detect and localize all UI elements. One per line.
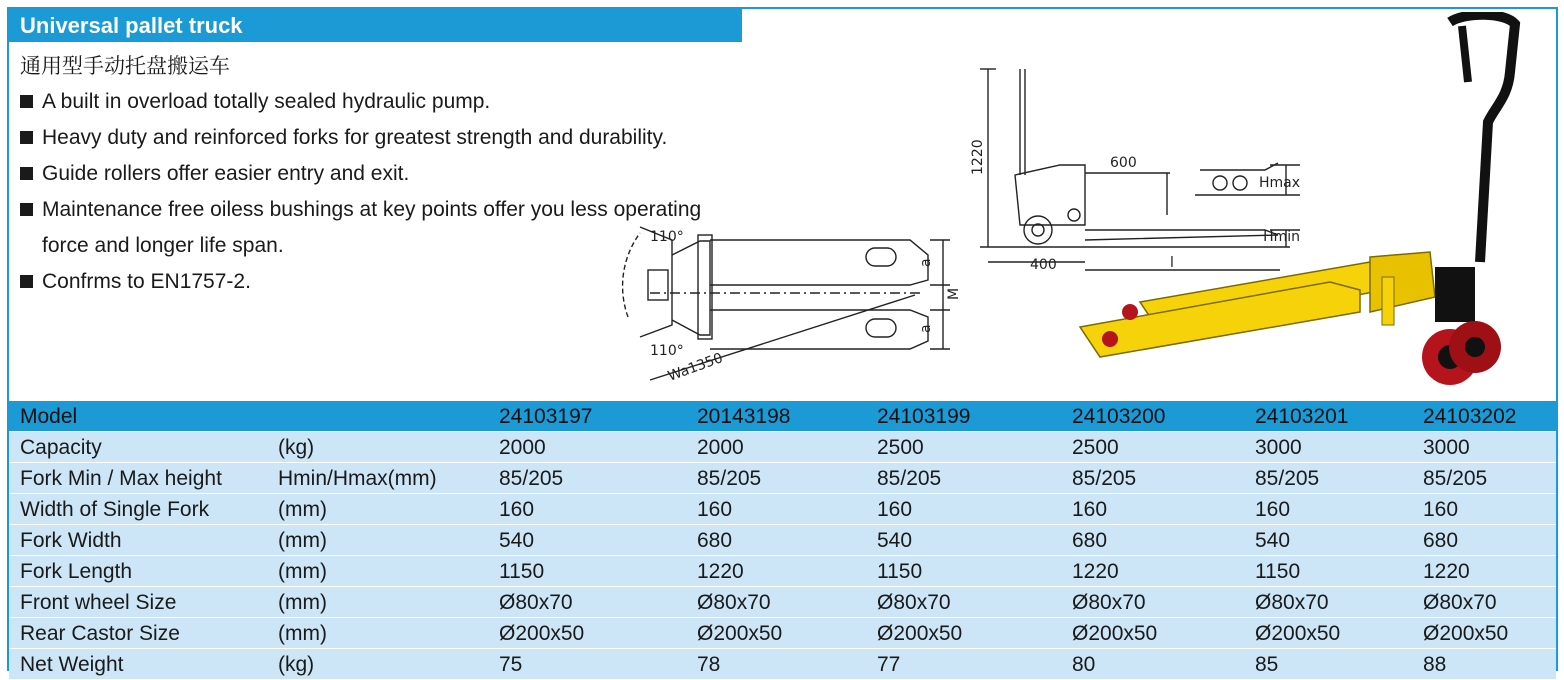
table-row	[9, 556, 1556, 587]
model-number-cell: 20143198	[686, 401, 866, 432]
row-value-cell: 540	[1244, 525, 1412, 556]
row-value-cell: 88	[1412, 649, 1556, 680]
row-value-cell: 160	[866, 494, 1061, 525]
page-title: Universal pallet truck	[9, 9, 742, 42]
row-value-cell: 160	[1244, 494, 1412, 525]
row-value-cell: 85/205	[1061, 463, 1244, 494]
row-value-cell: 2000	[686, 432, 866, 463]
row-value-cell: 85/205	[1244, 463, 1412, 494]
row-value-cell: 540	[866, 525, 1061, 556]
row-value-cell: 85	[1244, 649, 1412, 680]
row-value-cell: 2500	[866, 432, 1061, 463]
model-number-cell: 24103201	[1244, 401, 1412, 432]
feature-item: Maintenance free oiless bushings at key points offer you less operating force and longer life span.	[20, 192, 722, 264]
row-value-cell: Ø80x70	[488, 587, 686, 618]
row-value-cell: 540	[488, 525, 686, 556]
row-value-cell: 2000	[488, 432, 686, 463]
feature-item: A built in overload totally sealed hydraulic pump.	[20, 84, 800, 120]
row-unit-cell: (mm)	[267, 618, 488, 649]
row-value-cell: 3000	[1412, 432, 1556, 463]
row-unit-cell: Hmin/Hmax(mm)	[267, 463, 488, 494]
row-value-cell: Ø200x50	[1412, 618, 1556, 649]
row-label-cell: Capacity	[9, 432, 267, 463]
row-value-cell: 77	[866, 649, 1061, 680]
hmax-label: Hmax	[1258, 175, 1300, 191]
row-value-cell: Ø80x70	[866, 587, 1061, 618]
row-value-cell: Ø80x70	[1244, 587, 1412, 618]
row-value-cell: 1220	[686, 556, 866, 587]
table-row	[9, 618, 1556, 649]
row-value-cell: Ø200x50	[866, 618, 1061, 649]
length-l-label: l	[1170, 255, 1174, 271]
row-label-cell: Fork Length	[9, 556, 267, 587]
length-600-label: 600	[1110, 155, 1137, 171]
row-unit-cell: (mm)	[267, 587, 488, 618]
row-value-cell: Ø80x70	[1061, 587, 1244, 618]
row-value-cell: 1150	[866, 556, 1061, 587]
row-label-cell: Net Weight	[9, 649, 267, 680]
length-400-label: 400	[1030, 257, 1057, 273]
square-bullet-icon	[20, 167, 33, 180]
row-value-cell: Ø80x70	[1412, 587, 1556, 618]
angle-bottom-label: 110°	[650, 343, 684, 359]
specification-table	[9, 401, 1556, 680]
radius-label: Wa1350	[665, 350, 726, 385]
square-bullet-icon	[20, 131, 33, 144]
row-value-cell: 1220	[1061, 556, 1244, 587]
row-value-cell: 160	[686, 494, 866, 525]
dim-a-top-label: a	[918, 258, 934, 267]
row-label-cell: Fork Width	[9, 525, 267, 556]
row-value-cell: 680	[1412, 525, 1556, 556]
row-label-cell: Front wheel Size	[9, 587, 267, 618]
row-label-cell: Fork Min / Max height	[9, 463, 267, 494]
model-number-cell: 24103200	[1061, 401, 1244, 432]
table-row	[9, 432, 1556, 463]
table-header-row	[9, 401, 1556, 432]
model-header-cell: Model	[9, 401, 267, 432]
row-value-cell: 78	[686, 649, 866, 680]
row-unit-cell: (mm)	[267, 494, 488, 525]
height-1220-label: 1220	[970, 139, 986, 175]
feature-item: Confrms to EN1757-2.	[20, 264, 800, 300]
row-value-cell: Ø200x50	[488, 618, 686, 649]
row-value-cell: 680	[1061, 525, 1244, 556]
square-bullet-icon	[20, 95, 33, 108]
row-label-cell: Width of Single Fork	[9, 494, 267, 525]
row-value-cell: 3000	[1244, 432, 1412, 463]
pallet-truck-image	[1070, 12, 1548, 394]
row-value-cell: 80	[1061, 649, 1244, 680]
row-value-cell: 2500	[1061, 432, 1244, 463]
row-label-cell: Rear Castor Size	[9, 618, 267, 649]
row-unit-cell: (kg)	[267, 432, 488, 463]
row-unit-cell: (mm)	[267, 556, 488, 587]
square-bullet-icon	[20, 275, 33, 288]
row-unit-cell: (mm)	[267, 525, 488, 556]
angle-top-label: 110°	[650, 229, 684, 245]
row-value-cell: 85/205	[686, 463, 866, 494]
model-number-cell: 24103197	[488, 401, 686, 432]
row-value-cell: 160	[1412, 494, 1556, 525]
dim-m-label: M	[946, 287, 962, 300]
row-value-cell: 680	[686, 525, 866, 556]
model-number-cell: 24103199	[866, 401, 1061, 432]
row-value-cell: 85/205	[866, 463, 1061, 494]
row-value-cell: 1150	[1244, 556, 1412, 587]
row-value-cell: Ø200x50	[686, 618, 866, 649]
row-value-cell: 75	[488, 649, 686, 680]
table-row	[9, 494, 1556, 525]
square-bullet-icon	[20, 203, 33, 216]
unit-header-cell	[267, 401, 488, 432]
row-unit-cell: (kg)	[267, 649, 488, 680]
row-value-cell: Ø200x50	[1061, 618, 1244, 649]
row-value-cell: Ø80x70	[686, 587, 866, 618]
row-value-cell: Ø200x50	[1244, 618, 1412, 649]
table-row	[9, 525, 1556, 556]
row-value-cell: 160	[488, 494, 686, 525]
row-value-cell: 85/205	[488, 463, 686, 494]
feature-item: Guide rollers offer easier entry and exit.	[20, 156, 800, 192]
row-value-cell: 1150	[488, 556, 686, 587]
row-value-cell: 160	[1061, 494, 1244, 525]
hmin-label: Hmin	[1263, 229, 1300, 245]
dim-a-bottom-label: a	[918, 324, 934, 333]
row-value-cell: 85/205	[1412, 463, 1556, 494]
table-row	[9, 463, 1556, 494]
page-subtitle: 通用型手动托盘搬运车	[20, 54, 230, 78]
table-row	[9, 587, 1556, 618]
model-number-cell: 24103202	[1412, 401, 1556, 432]
feature-item: Heavy duty and reinforced forks for greatest strength and durability.	[20, 120, 800, 156]
row-value-cell: 1220	[1412, 556, 1556, 587]
